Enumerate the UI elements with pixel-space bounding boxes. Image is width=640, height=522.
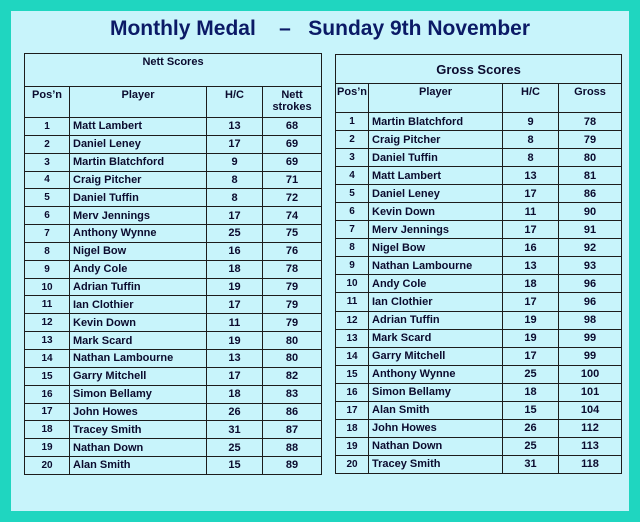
table-row — [25, 421, 322, 439]
score-cell: 72 — [263, 189, 322, 207]
player-cell: Garry Mitchell — [369, 347, 503, 365]
position-cell: 15 — [25, 367, 70, 385]
score-cell: 79 — [263, 278, 322, 296]
score-cell: 68 — [263, 118, 322, 136]
position-cell: 17 — [336, 401, 369, 419]
table-row — [336, 203, 622, 221]
score-cell: 76 — [263, 242, 322, 260]
table-row — [25, 207, 322, 225]
position-cell: 1 — [25, 118, 70, 136]
table-row — [336, 149, 622, 167]
handicap-cell: 31 — [503, 455, 559, 473]
handicap-cell: 8 — [207, 171, 263, 189]
handicap-cell: 9 — [207, 153, 263, 171]
score-cell: 93 — [559, 257, 622, 275]
gross-header-pos: Pos’n — [336, 84, 369, 113]
table-row — [25, 349, 322, 367]
handicap-cell: 16 — [503, 239, 559, 257]
player-cell: Adrian Tuffin — [70, 278, 207, 296]
handicap-cell: 18 — [207, 260, 263, 278]
table-row — [336, 113, 622, 131]
player-cell: Simon Bellamy — [369, 383, 503, 401]
position-cell: 9 — [336, 257, 369, 275]
handicap-cell: 17 — [207, 207, 263, 225]
handicap-cell: 11 — [207, 314, 263, 332]
position-cell: 10 — [336, 275, 369, 293]
gross-scores-caption: Gross Scores — [336, 55, 622, 84]
score-cell: 69 — [263, 135, 322, 153]
score-cell: 90 — [559, 203, 622, 221]
player-cell: Ian Clothier — [369, 293, 503, 311]
position-cell: 12 — [25, 314, 70, 332]
table-row — [336, 347, 622, 365]
nett-scores-body — [25, 118, 322, 475]
score-cell: 96 — [559, 275, 622, 293]
player-cell: Mark Scard — [70, 332, 207, 350]
position-cell: 1 — [336, 113, 369, 131]
player-cell: Anthony Wynne — [369, 365, 503, 383]
position-cell: 11 — [336, 293, 369, 311]
position-cell: 7 — [25, 225, 70, 243]
handicap-cell: 26 — [503, 419, 559, 437]
score-cell: 100 — [559, 365, 622, 383]
player-cell: Adrian Tuffin — [369, 311, 503, 329]
score-cell: 118 — [559, 455, 622, 473]
handicap-cell: 19 — [503, 311, 559, 329]
nett-header-pos: Pos’n — [25, 87, 70, 118]
table-row — [25, 153, 322, 171]
score-cell: 112 — [559, 419, 622, 437]
score-cell: 75 — [263, 225, 322, 243]
position-cell: 8 — [336, 239, 369, 257]
score-cell: 104 — [559, 401, 622, 419]
gross-scores-table — [335, 54, 622, 474]
results-sheet — [11, 11, 629, 511]
gross-header-hc: H/C — [503, 84, 559, 113]
score-cell: 101 — [559, 383, 622, 401]
table-row — [336, 311, 622, 329]
page-title: Monthly Medal – Sunday 9th November — [109, 17, 531, 40]
score-cell: 82 — [263, 367, 322, 385]
score-cell: 78 — [263, 260, 322, 278]
score-cell: 79 — [559, 131, 622, 149]
score-cell: 87 — [263, 421, 322, 439]
player-cell: Simon Bellamy — [70, 385, 207, 403]
score-cell: 113 — [559, 437, 622, 455]
handicap-cell: 19 — [207, 332, 263, 350]
position-cell: 4 — [25, 171, 70, 189]
handicap-cell: 18 — [503, 275, 559, 293]
player-cell: Tracey Smith — [70, 421, 207, 439]
player-cell: Matt Lambert — [70, 118, 207, 136]
table-row — [336, 419, 622, 437]
nett-header-hc: H/C — [207, 87, 263, 118]
table-row — [25, 367, 322, 385]
position-cell: 3 — [25, 153, 70, 171]
position-cell: 6 — [336, 203, 369, 221]
score-cell: 71 — [263, 171, 322, 189]
handicap-cell: 9 — [503, 113, 559, 131]
table-row — [336, 329, 622, 347]
table-row — [336, 257, 622, 275]
table-row — [25, 439, 322, 457]
handicap-cell: 17 — [503, 293, 559, 311]
handicap-cell: 17 — [207, 296, 263, 314]
table-row — [25, 118, 322, 136]
score-cell: 86 — [263, 403, 322, 421]
player-cell: Craig Pitcher — [369, 131, 503, 149]
score-cell: 81 — [559, 167, 622, 185]
score-cell: 88 — [263, 439, 322, 457]
nett-scores-caption: Nett Scores — [25, 54, 322, 87]
table-row — [336, 455, 622, 473]
table-row — [25, 314, 322, 332]
position-cell: 14 — [336, 347, 369, 365]
score-cell: 99 — [559, 347, 622, 365]
handicap-cell: 17 — [207, 135, 263, 153]
table-row — [25, 296, 322, 314]
player-cell: Nathan Lambourne — [70, 349, 207, 367]
position-cell: 16 — [336, 383, 369, 401]
player-cell: Kevin Down — [70, 314, 207, 332]
score-cell: 86 — [559, 185, 622, 203]
player-cell: Martin Blatchford — [70, 153, 207, 171]
position-cell: 3 — [336, 149, 369, 167]
player-cell: Daniel Tuffin — [70, 189, 207, 207]
handicap-cell: 17 — [503, 347, 559, 365]
player-cell: Craig Pitcher — [70, 171, 207, 189]
position-cell: 7 — [336, 221, 369, 239]
table-row — [336, 365, 622, 383]
table-row — [336, 401, 622, 419]
player-cell: Daniel Tuffin — [369, 149, 503, 167]
table-row — [336, 167, 622, 185]
position-cell: 13 — [336, 329, 369, 347]
score-cell: 89 — [263, 457, 322, 475]
handicap-cell: 25 — [503, 437, 559, 455]
score-cell: 80 — [263, 349, 322, 367]
score-cell: 80 — [263, 332, 322, 350]
table-row — [336, 383, 622, 401]
score-cell: 69 — [263, 153, 322, 171]
position-cell: 5 — [25, 189, 70, 207]
handicap-cell: 13 — [503, 167, 559, 185]
player-cell: Martin Blatchford — [369, 113, 503, 131]
player-cell: Kevin Down — [369, 203, 503, 221]
position-cell: 16 — [25, 385, 70, 403]
nett-scores-table — [24, 53, 322, 475]
position-cell: 13 — [25, 332, 70, 350]
position-cell: 12 — [336, 311, 369, 329]
position-cell: 10 — [25, 278, 70, 296]
score-cell: 83 — [263, 385, 322, 403]
score-cell: 79 — [263, 296, 322, 314]
position-cell: 14 — [25, 349, 70, 367]
player-cell: Daniel Leney — [369, 185, 503, 203]
player-cell: John Howes — [369, 419, 503, 437]
gross-header-gross: Gross — [559, 84, 622, 113]
player-cell: Nigel Bow — [369, 239, 503, 257]
table-row — [336, 185, 622, 203]
handicap-cell: 18 — [207, 385, 263, 403]
position-cell: 4 — [336, 167, 369, 185]
position-cell: 18 — [336, 419, 369, 437]
handicap-cell: 15 — [503, 401, 559, 419]
position-cell: 20 — [25, 457, 70, 475]
position-cell: 9 — [25, 260, 70, 278]
table-row — [25, 135, 322, 153]
table-row — [25, 242, 322, 260]
player-cell: Alan Smith — [369, 401, 503, 419]
player-cell: Nathan Down — [70, 439, 207, 457]
table-row — [25, 260, 322, 278]
handicap-cell: 11 — [503, 203, 559, 221]
handicap-cell: 19 — [207, 278, 263, 296]
player-cell: Merv Jennings — [70, 207, 207, 225]
handicap-cell: 13 — [503, 257, 559, 275]
handicap-cell: 13 — [207, 118, 263, 136]
table-row — [25, 278, 322, 296]
player-cell: Andy Cole — [70, 260, 207, 278]
handicap-cell: 8 — [503, 131, 559, 149]
handicap-cell: 26 — [207, 403, 263, 421]
score-cell: 80 — [559, 149, 622, 167]
player-cell: Ian Clothier — [70, 296, 207, 314]
position-cell: 2 — [336, 131, 369, 149]
score-cell: 78 — [559, 113, 622, 131]
handicap-cell: 31 — [207, 421, 263, 439]
player-cell: Merv Jennings — [369, 221, 503, 239]
position-cell: 18 — [25, 421, 70, 439]
gross-scores-body — [336, 113, 622, 474]
table-row — [25, 332, 322, 350]
nett-header-player: Player — [70, 87, 207, 118]
position-cell: 8 — [25, 242, 70, 260]
table-row — [25, 225, 322, 243]
player-cell: Matt Lambert — [369, 167, 503, 185]
handicap-cell: 19 — [503, 329, 559, 347]
position-cell: 19 — [336, 437, 369, 455]
table-row — [25, 457, 322, 475]
player-cell: Nathan Lambourne — [369, 257, 503, 275]
table-row — [336, 293, 622, 311]
position-cell: 6 — [25, 207, 70, 225]
player-cell: Tracey Smith — [369, 455, 503, 473]
handicap-cell: 13 — [207, 349, 263, 367]
nett-header-strokes: Nett strokes — [263, 87, 322, 118]
player-cell: John Howes — [70, 403, 207, 421]
handicap-cell: 16 — [207, 242, 263, 260]
score-cell: 92 — [559, 239, 622, 257]
handicap-cell: 18 — [503, 383, 559, 401]
position-cell: 17 — [25, 403, 70, 421]
handicap-cell: 15 — [207, 457, 263, 475]
score-cell: 91 — [559, 221, 622, 239]
table-row — [336, 275, 622, 293]
position-cell: 20 — [336, 455, 369, 473]
handicap-cell: 25 — [207, 225, 263, 243]
table-row — [336, 131, 622, 149]
player-cell: Garry Mitchell — [70, 367, 207, 385]
player-cell: Nigel Bow — [70, 242, 207, 260]
handicap-cell: 17 — [503, 185, 559, 203]
player-cell: Mark Scard — [369, 329, 503, 347]
table-row — [336, 239, 622, 257]
position-cell: 19 — [25, 439, 70, 457]
handicap-cell: 17 — [503, 221, 559, 239]
position-cell: 2 — [25, 135, 70, 153]
position-cell: 5 — [336, 185, 369, 203]
score-cell: 98 — [559, 311, 622, 329]
player-cell: Anthony Wynne — [70, 225, 207, 243]
score-cell: 79 — [263, 314, 322, 332]
score-cell: 96 — [559, 293, 622, 311]
player-cell: Andy Cole — [369, 275, 503, 293]
table-row — [336, 221, 622, 239]
handicap-cell: 8 — [207, 189, 263, 207]
score-cell: 74 — [263, 207, 322, 225]
handicap-cell: 25 — [207, 439, 263, 457]
table-row — [25, 171, 322, 189]
table-row — [336, 437, 622, 455]
position-cell: 11 — [25, 296, 70, 314]
player-cell: Alan Smith — [70, 457, 207, 475]
handicap-cell: 25 — [503, 365, 559, 383]
score-cell: 99 — [559, 329, 622, 347]
player-cell: Nathan Down — [369, 437, 503, 455]
handicap-cell: 17 — [207, 367, 263, 385]
table-row — [25, 403, 322, 421]
player-cell: Daniel Leney — [70, 135, 207, 153]
gross-header-player: Player — [369, 84, 503, 113]
handicap-cell: 8 — [503, 149, 559, 167]
position-cell: 15 — [336, 365, 369, 383]
table-row — [25, 189, 322, 207]
table-row — [25, 385, 322, 403]
